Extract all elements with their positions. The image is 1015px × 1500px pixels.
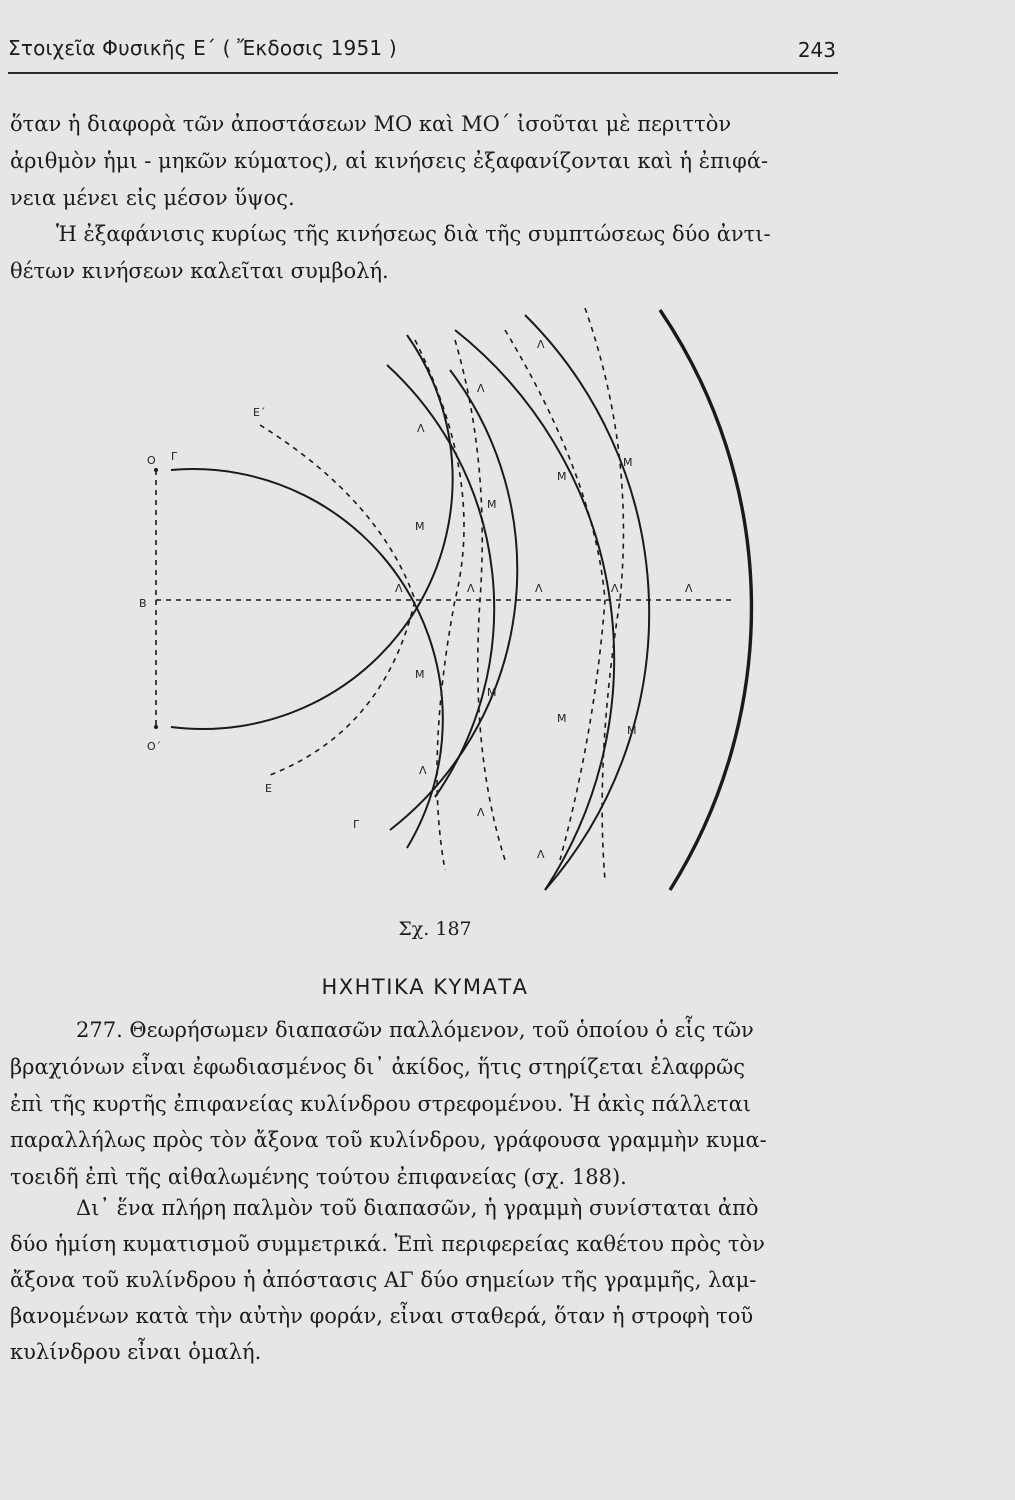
label-maximum: Μ [415,520,425,533]
paragraph-line: θέτων κινήσεων καλεῖται συμβολή. [10,259,389,283]
label-node: Λ [395,582,403,595]
wavefront-o-4 [660,310,751,890]
label-source-o-prime: O΄ [147,740,162,753]
paragraph-line: κυλίνδρου εἶναι ὁμαλή. [10,1340,262,1364]
paragraph-line: νεια μένει εἰς μέσον ὕψος. [10,186,295,210]
label-midpoint-b: B [139,597,147,610]
label-axis-end: Λ [685,582,693,595]
figure-caption: Σχ. 187 [398,918,472,940]
paragraph-line: τοειδῆ ἐπὶ τῆς αἰθαλωμένης τούτου ἐπιφανείας (σχ. 188). [10,1165,627,1189]
paragraph-line: ἄξονα τοῦ κυλίνδρου ἡ ἀπόστασις ΑΓ δύο σημείων τῆς γραμμῆς, λαμ- [10,1268,757,1292]
paragraph-line: βανομένων κατὰ τὴν αὐτὴν φοράν, εἶναι σταθερά, ὅταν ἡ στροφὴ τοῦ [10,1304,754,1328]
label-gamma-top: Γ [171,450,178,463]
label-node: Λ [467,582,475,595]
paragraph-line: ὅταν ἡ διαφορὰ τῶν ἀποστάσεων ΜΟ καὶ ΜΟ΄ ἰσοῦται μὲ περιττὸν [10,112,732,136]
interference-figure [125,300,765,900]
wavefront-o-1 [171,469,443,848]
wavefront-o-prime-1 [171,335,453,729]
source-dot-o-prime [154,725,158,729]
paragraph-line: Ἡ ἐξαφάνισις κυρίως τῆς κινήσεως διὰ τῆς συμπτώσεως δύο ἀντι- [56,222,771,246]
interference-diagram [125,300,765,900]
label-maximum: Μ [487,686,497,699]
label-node: Λ [535,582,543,595]
label-maximum: Μ [627,724,637,737]
paragraph-line: παραλλήλως πρὸς τὸν ἄξονα τοῦ κυλίνδρου, γράφουσα γραμμὴν κυμα- [10,1128,767,1152]
label-node: Λ [419,764,427,777]
label-node: Λ [537,848,545,861]
label-maximum: Μ [557,712,567,725]
label-node: Λ [417,422,425,435]
label-epsilon-top: Ε΄ [253,406,266,419]
wavefront-o-2 [387,365,494,797]
paragraph-line: ἀριθμὸν ἡμι - μηκῶν κύματος), αἱ κινήσεις ἐξαφανίζονται καὶ ἡ ἐπιφά- [10,149,769,173]
label-gamma-bottom: Γ [353,818,360,831]
source-dot-o [154,468,158,472]
page-number: 243 [797,38,836,62]
dashed-curve-3 [505,330,605,860]
label-node: Λ [611,582,619,595]
paragraph-line: 277. Θεωρήσωμεν διαπασῶν παλλόμενον, τοῦ ὁποίου ὁ εἷς τῶν [76,1018,754,1042]
header-rule [8,72,838,74]
label-maximum: Μ [557,470,567,483]
label-maximum: Μ [623,456,633,469]
label-epsilon-bottom: Ε [265,782,272,795]
paragraph-line: βραχιόνων εἶναι ἐφωδιασμένος δι᾽ ἀκίδος, ἥτις στηρίζεται ἐλαφρῶς [10,1055,746,1079]
label-maximum: Μ [487,498,497,511]
label-maximum: Μ [415,668,425,681]
label-node: Λ [477,806,485,819]
section-heading: ΗΧΗΤΙΚΑ ΚΥΜΑΤΑ [321,975,529,999]
paragraph-line: δύο ἡμίση κυματισμοῦ συμμετρικά. Ἐπὶ περιφερείας καθέτου πρὸς τὸν [10,1232,765,1256]
running-title: Στοιχεῖα Φυσικῆς Ε΄ ( Ἔκδοσις 1951 ) [8,36,397,60]
label-source-o: O [147,454,156,467]
paragraph-line: ἐπὶ τῆς κυρτῆς ἐπιφανείας κυλίνδρου στρεφομένου. Ἡ ἀκὶς πάλλεται [10,1092,752,1116]
label-node: Λ [537,338,545,351]
label-node: Λ [477,382,485,395]
source-dots [154,468,158,729]
paragraph-line: Δι᾽ ἕνα πλήρη παλμὸν τοῦ διαπασῶν, ἡ γραμμὴ συνίσταται ἀπὸ [76,1196,759,1220]
